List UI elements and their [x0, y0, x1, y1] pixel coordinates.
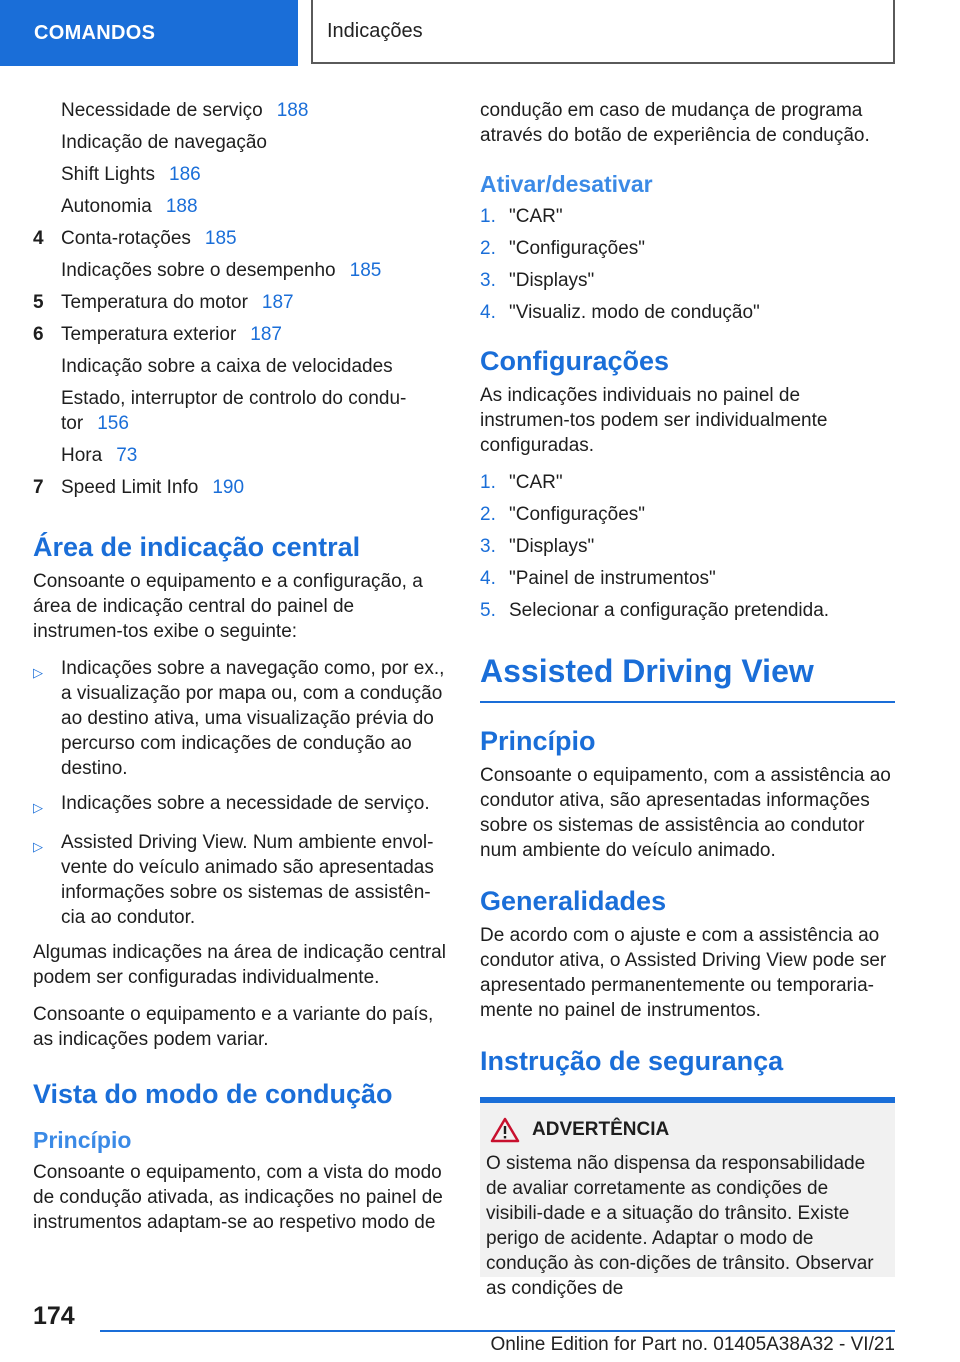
step-number: 2.: [480, 504, 496, 525]
step-text: "CAR": [509, 206, 563, 227]
legend-text: Speed Limit Info: [61, 477, 199, 498]
step-number: 1.: [480, 472, 496, 493]
step-number: 1.: [480, 206, 496, 227]
legend-number: 6: [33, 324, 44, 345]
legend-text: Indicação de navegação: [61, 132, 267, 153]
legend-text-wrap: [61, 258, 448, 283]
legend-item: [33, 290, 448, 315]
step-text: "Visualiz. modo de condução": [509, 302, 760, 323]
legend-text-wrap: [61, 322, 448, 347]
warning-text: O sistema não dispensa da responsabilidade de avaliar corretamente as condições de visibili-dade e a situação do trânsito. Existe perigo de acidente. Adaptar o modo de condução às con-dições de trânsito. Observar as condições de: [486, 1153, 874, 1299]
step-number: 5.: [480, 600, 496, 621]
principle-text: Consoante o equipamento, com a vista do modo de condução ativada, as indicações no painel de instrumentos adaptam-se ao respetivo modo de: [33, 1162, 443, 1233]
step-text: "Configurações": [509, 504, 646, 525]
bullet-item: [33, 791, 448, 820]
triangle-bullet-icon: ▷: [33, 665, 43, 680]
legend-number: 4: [33, 228, 44, 249]
central-bullet-list: [33, 656, 448, 930]
activate-steps-list: [480, 204, 895, 325]
step-text: Selecionar a configuração pretendida.: [509, 600, 830, 621]
step-item: [480, 502, 895, 527]
legend-text-wrap: [61, 354, 448, 379]
page-reference-link[interactable]: 156: [97, 413, 129, 434]
legend-item: [33, 443, 448, 468]
config-heading: Configurações: [480, 346, 670, 376]
legend-text: Estado, interruptor de controlo do condu-tor: [61, 388, 407, 434]
legend-item: [33, 130, 448, 155]
legend-number: [33, 130, 61, 155]
central-display-heading: Área de indicação central: [33, 532, 361, 562]
legend-text: Indicações sobre o desempenho: [61, 260, 336, 281]
left-column: [33, 98, 448, 1247]
warning-box: [480, 1097, 895, 1299]
legend-number: [33, 162, 61, 187]
legend-item: [33, 162, 448, 187]
legend-list: [33, 98, 448, 500]
drive-mode-heading: Vista do modo de condução: [33, 1079, 393, 1109]
adv-principle-text: Consoante o equipamento, com a assistência ao condutor ativa, são apresentadas informações sobre os sistemas de assistência ao condutor num ambiente do veículo animado.: [480, 765, 891, 861]
step-text: "CAR": [509, 472, 563, 493]
warning-label: ADVERTÊNCIA: [532, 1119, 670, 1140]
central-intro: Consoante o equipamento e a configuração, a área de indicação central do painel de instrumen-tos exibe o seguinte:: [33, 571, 423, 642]
step-number: 2.: [480, 238, 496, 259]
bullet-item: [33, 830, 448, 930]
legend-text: Temperatura exterior: [61, 324, 237, 345]
footer-divider: [100, 1330, 895, 1332]
right-column: [480, 98, 895, 1299]
step-item: [480, 534, 895, 559]
legend-text-wrap: [61, 386, 448, 436]
step-item: [480, 598, 895, 623]
bullet-text: Assisted Driving View. Num ambiente envol-vente do veículo animado são apresentadas informações sobre os sistemas de assistên-cia ao condutor.: [61, 832, 434, 928]
legend-text-wrap: [61, 194, 448, 219]
legend-item: [33, 226, 448, 251]
general-text: De acordo com o ajuste e com a assistência ao condutor ativa, o Assisted Driving View pode ser apresentado permanentemente ou temporaria-mente no painel de instrumentos.: [480, 925, 887, 1021]
legend-text-wrap: [61, 290, 448, 315]
bullet-text: Indicações sobre a navegação como, por ex., a visualização por mapa ou, com a condução ao destino ativa, uma visualização prévia do percurso com indicações de condução ao destino.: [61, 658, 445, 779]
step-text: "Configurações": [509, 238, 646, 259]
legend-text: Temperatura do motor: [61, 292, 248, 313]
legend-number: 5: [33, 292, 44, 313]
legend-number: 7: [33, 477, 44, 498]
bullet-item: [33, 656, 448, 781]
step-number: 4.: [480, 568, 496, 589]
page-header-title: Indicações: [311, 0, 895, 64]
page-reference-link[interactable]: 73: [116, 445, 138, 466]
activate-heading: Ativar/desativar: [480, 171, 653, 197]
legend-text-wrap: [61, 443, 448, 468]
page-reference-link[interactable]: 188: [276, 100, 309, 121]
step-number: 3.: [480, 536, 496, 557]
triangle-bullet-icon: ▷: [33, 839, 43, 854]
footer-edition: Online Edition for Part no. 01405A38A32 - VI/21: [490, 1334, 895, 1355]
continued-text: condução em caso de mudança de programa através do botão de experiência de condução.: [480, 100, 870, 146]
adv-principle-heading: Princípio: [480, 726, 596, 756]
step-text: "Displays": [509, 536, 595, 557]
legend-text: Conta-rotações: [61, 228, 191, 249]
page-reference-link[interactable]: 188: [165, 196, 198, 217]
step-item: [480, 204, 895, 229]
warning-triangle-icon: [490, 1117, 520, 1143]
legend-item: [33, 354, 448, 379]
legend-item: [33, 475, 448, 500]
page-reference-link[interactable]: 185: [204, 228, 237, 249]
config-text: As indicações individuais no painel de instrumen-tos podem ser individualmente configuradas.: [480, 385, 828, 456]
triangle-bullet-icon: ▷: [33, 800, 43, 815]
legend-number: [33, 258, 61, 283]
step-item: [480, 470, 895, 495]
config-steps-list: [480, 470, 895, 623]
legend-item: [33, 322, 448, 347]
legend-item: [33, 98, 448, 123]
legend-text: Hora: [61, 445, 103, 466]
section-tab: COMANDOS: [0, 0, 298, 66]
legend-number: [33, 443, 61, 468]
legend-text-wrap: [61, 130, 448, 155]
bullet-text: Indicações sobre a necessidade de serviço.: [61, 793, 430, 814]
general-heading: Generalidades: [480, 886, 667, 916]
step-number: 3.: [480, 270, 496, 291]
central-paragraph-3: Consoante o equipamento e a variante do país, as indicações podem variar.: [33, 1004, 434, 1050]
step-text: "Painel de instrumentos": [509, 568, 716, 589]
step-item: [480, 566, 895, 591]
legend-item: [33, 386, 448, 436]
step-item: [480, 236, 895, 261]
legend-text-wrap: [61, 162, 448, 187]
legend-text: Shift Lights: [61, 164, 155, 185]
warning-header: [486, 1117, 887, 1143]
legend-text: Necessidade de serviço: [61, 100, 263, 121]
legend-number: [33, 386, 61, 436]
page-reference-link[interactable]: 186: [169, 164, 201, 185]
safety-heading: Instrução de segurança: [480, 1046, 784, 1076]
step-item: [480, 300, 895, 325]
assisted-driving-view-heading: Assisted Driving View: [480, 651, 895, 703]
step-number: 4.: [480, 302, 496, 323]
step-item: [480, 268, 895, 293]
legend-number: [33, 354, 61, 379]
legend-text: Indicação sobre a caixa de velocidades: [61, 356, 393, 377]
page-number: 174: [33, 1302, 75, 1330]
legend-text: Autonomia: [61, 196, 152, 217]
central-paragraph-2: Algumas indicações na área de indicação central podem ser configuradas individualmente.: [33, 942, 446, 988]
legend-text-wrap: [61, 98, 448, 123]
page-reference-link[interactable]: 185: [349, 260, 382, 281]
legend-item: [33, 194, 448, 219]
page-reference-link[interactable]: 187: [261, 292, 294, 313]
legend-text-wrap: [61, 475, 448, 500]
legend-number: [33, 98, 61, 123]
page-reference-link[interactable]: 187: [250, 324, 282, 345]
step-text: "Displays": [509, 270, 595, 291]
page-reference-link[interactable]: 190: [212, 477, 245, 498]
principle-heading: Princípio: [33, 1127, 132, 1153]
legend-item: [33, 258, 448, 283]
legend-text-wrap: [61, 226, 448, 251]
legend-number: [33, 194, 61, 219]
